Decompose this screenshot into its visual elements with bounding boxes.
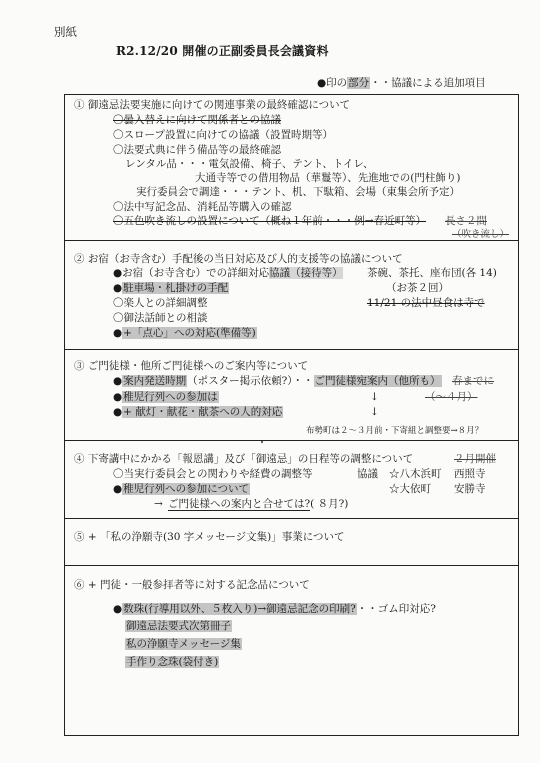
- section-2-item-1-highlight: 協議（接待等）: [269, 267, 343, 279]
- attachment-label: 別紙: [54, 25, 77, 39]
- section-3-arrow-2: ↓: [370, 406, 379, 418]
- legend-note: [317, 77, 486, 90]
- separator-2: [64, 349, 518, 350]
- section-4-item-2-bullet: ●: [113, 483, 123, 495]
- section-2-item-2: [113, 282, 229, 295]
- section-2-item-1-supplies: 茶碗、茶托、座布団(各 14): [367, 267, 497, 279]
- section-2-item-5-bullet: ●: [113, 327, 123, 339]
- section-2-item-5-highlight: +「点心」への対応(準備等): [123, 327, 256, 339]
- section-1-item-1: 〇曇入替えに向けて関係者との協議: [113, 114, 281, 126]
- section-1-item-5: 〇五色吹き流しの設置について（概ね１年前・・・例→春近町等）: [113, 215, 427, 227]
- section-4-heading: ④ 下寄講中にかかる「報恩講」及び「御遠忌」の日程等の調整について: [74, 453, 414, 465]
- scan-dot: [261, 441, 263, 443]
- separator-4: [64, 518, 518, 519]
- section-2-item-1-text: ●お宿（お寺含む）での詳細対応: [113, 267, 270, 279]
- section-3-item-3-highlight: + 献灯・献花・献茶への人的対応: [123, 406, 283, 418]
- section-6-item-1: [113, 603, 436, 616]
- section-4-consult: 協議: [357, 468, 378, 480]
- section-1-borrowed: 大通寺等での借用物品（華鬘等）、先進地での(門柱飾り): [195, 172, 461, 184]
- section-6-item-4: [125, 656, 219, 669]
- section-2-item-2-highlight: 駐車場・札掛けの手配: [123, 282, 229, 294]
- section-1-item-2: 〇スロープ設置に向けての協議（設置時期等）: [113, 129, 333, 141]
- section-2-tea-note: （お茶２回）: [386, 282, 449, 294]
- section-1-heading: ① 御遠忌法要実施に向けての関連事業の最終確認について: [74, 99, 351, 111]
- separator-3: [64, 440, 518, 441]
- section-6-item-2-highlight: 御遠忌法要式次第冊子: [126, 620, 231, 632]
- section-6-item-3-highlight: 私の浄願寺メッセージ集: [126, 638, 241, 650]
- section-3-period: （～４月）: [425, 391, 478, 403]
- section-2-heading: ② お宿（お寺含む）手配後の当日対応及び人的支援等の協議について: [74, 253, 403, 265]
- section-1-rental: レンタル品・・・電気設備、椅子、テント、トイレ、: [125, 158, 374, 170]
- section-4-temple-1: 西照寺: [454, 468, 486, 480]
- section-6-item-1-text: ・・ゴム印対応?: [356, 603, 436, 615]
- section-3-item-2: [113, 391, 219, 404]
- section-3-heading: ③ ご門徒様・他所ご門徒様へのご案内等について: [74, 360, 309, 372]
- section-6-item-2: [125, 620, 232, 633]
- separator-1: [64, 240, 518, 241]
- section-4-temple-2: 安勝寺: [454, 483, 486, 495]
- section-4-item-3: [168, 498, 348, 511]
- legend-highlight: 部分: [348, 77, 370, 89]
- section-2-item-4: 〇御法話師との相談: [113, 312, 208, 324]
- separator-5: [64, 565, 518, 566]
- legend-prefix: ●印の: [317, 77, 348, 89]
- section-2-item-2-bullet: ●: [113, 282, 123, 294]
- section-1-item-3: 〇法要式典に伴う備品等の最終確認: [113, 144, 281, 156]
- section-2-item-5: [113, 327, 257, 340]
- section-4-heading-note: ２月開催: [454, 453, 496, 465]
- legend-suffix: ・・協議による追加項目: [370, 77, 486, 89]
- section-2-item-3: 〇楽人との詳細調整: [113, 297, 208, 309]
- section-3-item-1: [113, 375, 442, 388]
- section-1-item-5-note: （吹き流し）: [452, 229, 510, 240]
- section-4-item-2: [113, 483, 250, 496]
- section-6-item-3: [125, 638, 242, 651]
- section-6-item-4-highlight: 手作り念珠(袋付き): [126, 656, 219, 668]
- section-4-item-1: 〇当実行委員会との関わりや経費の調整等: [113, 468, 313, 480]
- section-6-heading: ⑥ + 門徒・一般参拝者等に対する記念品について: [74, 579, 310, 591]
- section-3-item-1-text: （ポスター掲示依頼?）・・: [187, 375, 314, 387]
- section-3-item-1-bullet: ●: [113, 375, 123, 387]
- section-2-item-1: [113, 267, 343, 280]
- section-6-item-1-bullet: ●: [113, 603, 123, 615]
- page-title: R2.12/20 開催の正副委員長会議資料: [116, 44, 329, 58]
- section-4-item-3-text: ご門徒様への案内と合せては?: [168, 498, 311, 510]
- section-3-item-1-highlight: 案内発送時期: [123, 375, 187, 387]
- section-1-item-4: 〇法中写記念品、消耗品等購入の確認: [113, 201, 292, 213]
- section-2-lunch-note: 11/21 の法中昼食は寺で: [367, 297, 485, 309]
- section-3-deadline: 春までに: [452, 375, 494, 387]
- section-3-item-1-highlight-2: ご門徒様宛案内（他所も）: [314, 375, 441, 387]
- section-3-fuse-note: 布勢町は２～３月前・下寄組と調整要→８月？: [306, 426, 484, 436]
- section-1-procured: 実行委員会で調達・・・テント、机、下駄箱、会場（東集会所予定）: [136, 186, 461, 198]
- section-3-item-2-bullet: ●: [113, 391, 123, 403]
- section-3-item-3-bullet: ●: [113, 406, 123, 418]
- section-3-item-3: [113, 406, 283, 419]
- section-4-item-3-month: ( ８月?): [310, 498, 349, 510]
- section-3-item-2-highlight: 稚児行列への参加は: [123, 391, 218, 403]
- section-4-arrow: →: [154, 498, 163, 510]
- section-3-arrow-1: ↓: [370, 391, 379, 403]
- section-4-item-2-highlight: 稚児行列への参加について: [123, 483, 249, 495]
- section-4-town-1: ☆八木浜町: [389, 468, 442, 480]
- section-4-town-2: ☆大依町: [389, 483, 431, 495]
- section-6-item-1-highlight: 数珠(行導用以外、５枚入り)→御遠忌記念の印刷?: [123, 603, 356, 615]
- section-1-item-5-length: 長さ２間: [445, 215, 487, 227]
- section-5-heading: ⑤ + 「私の浄願寺(30 字メッセージ文集)」事業について: [74, 531, 345, 543]
